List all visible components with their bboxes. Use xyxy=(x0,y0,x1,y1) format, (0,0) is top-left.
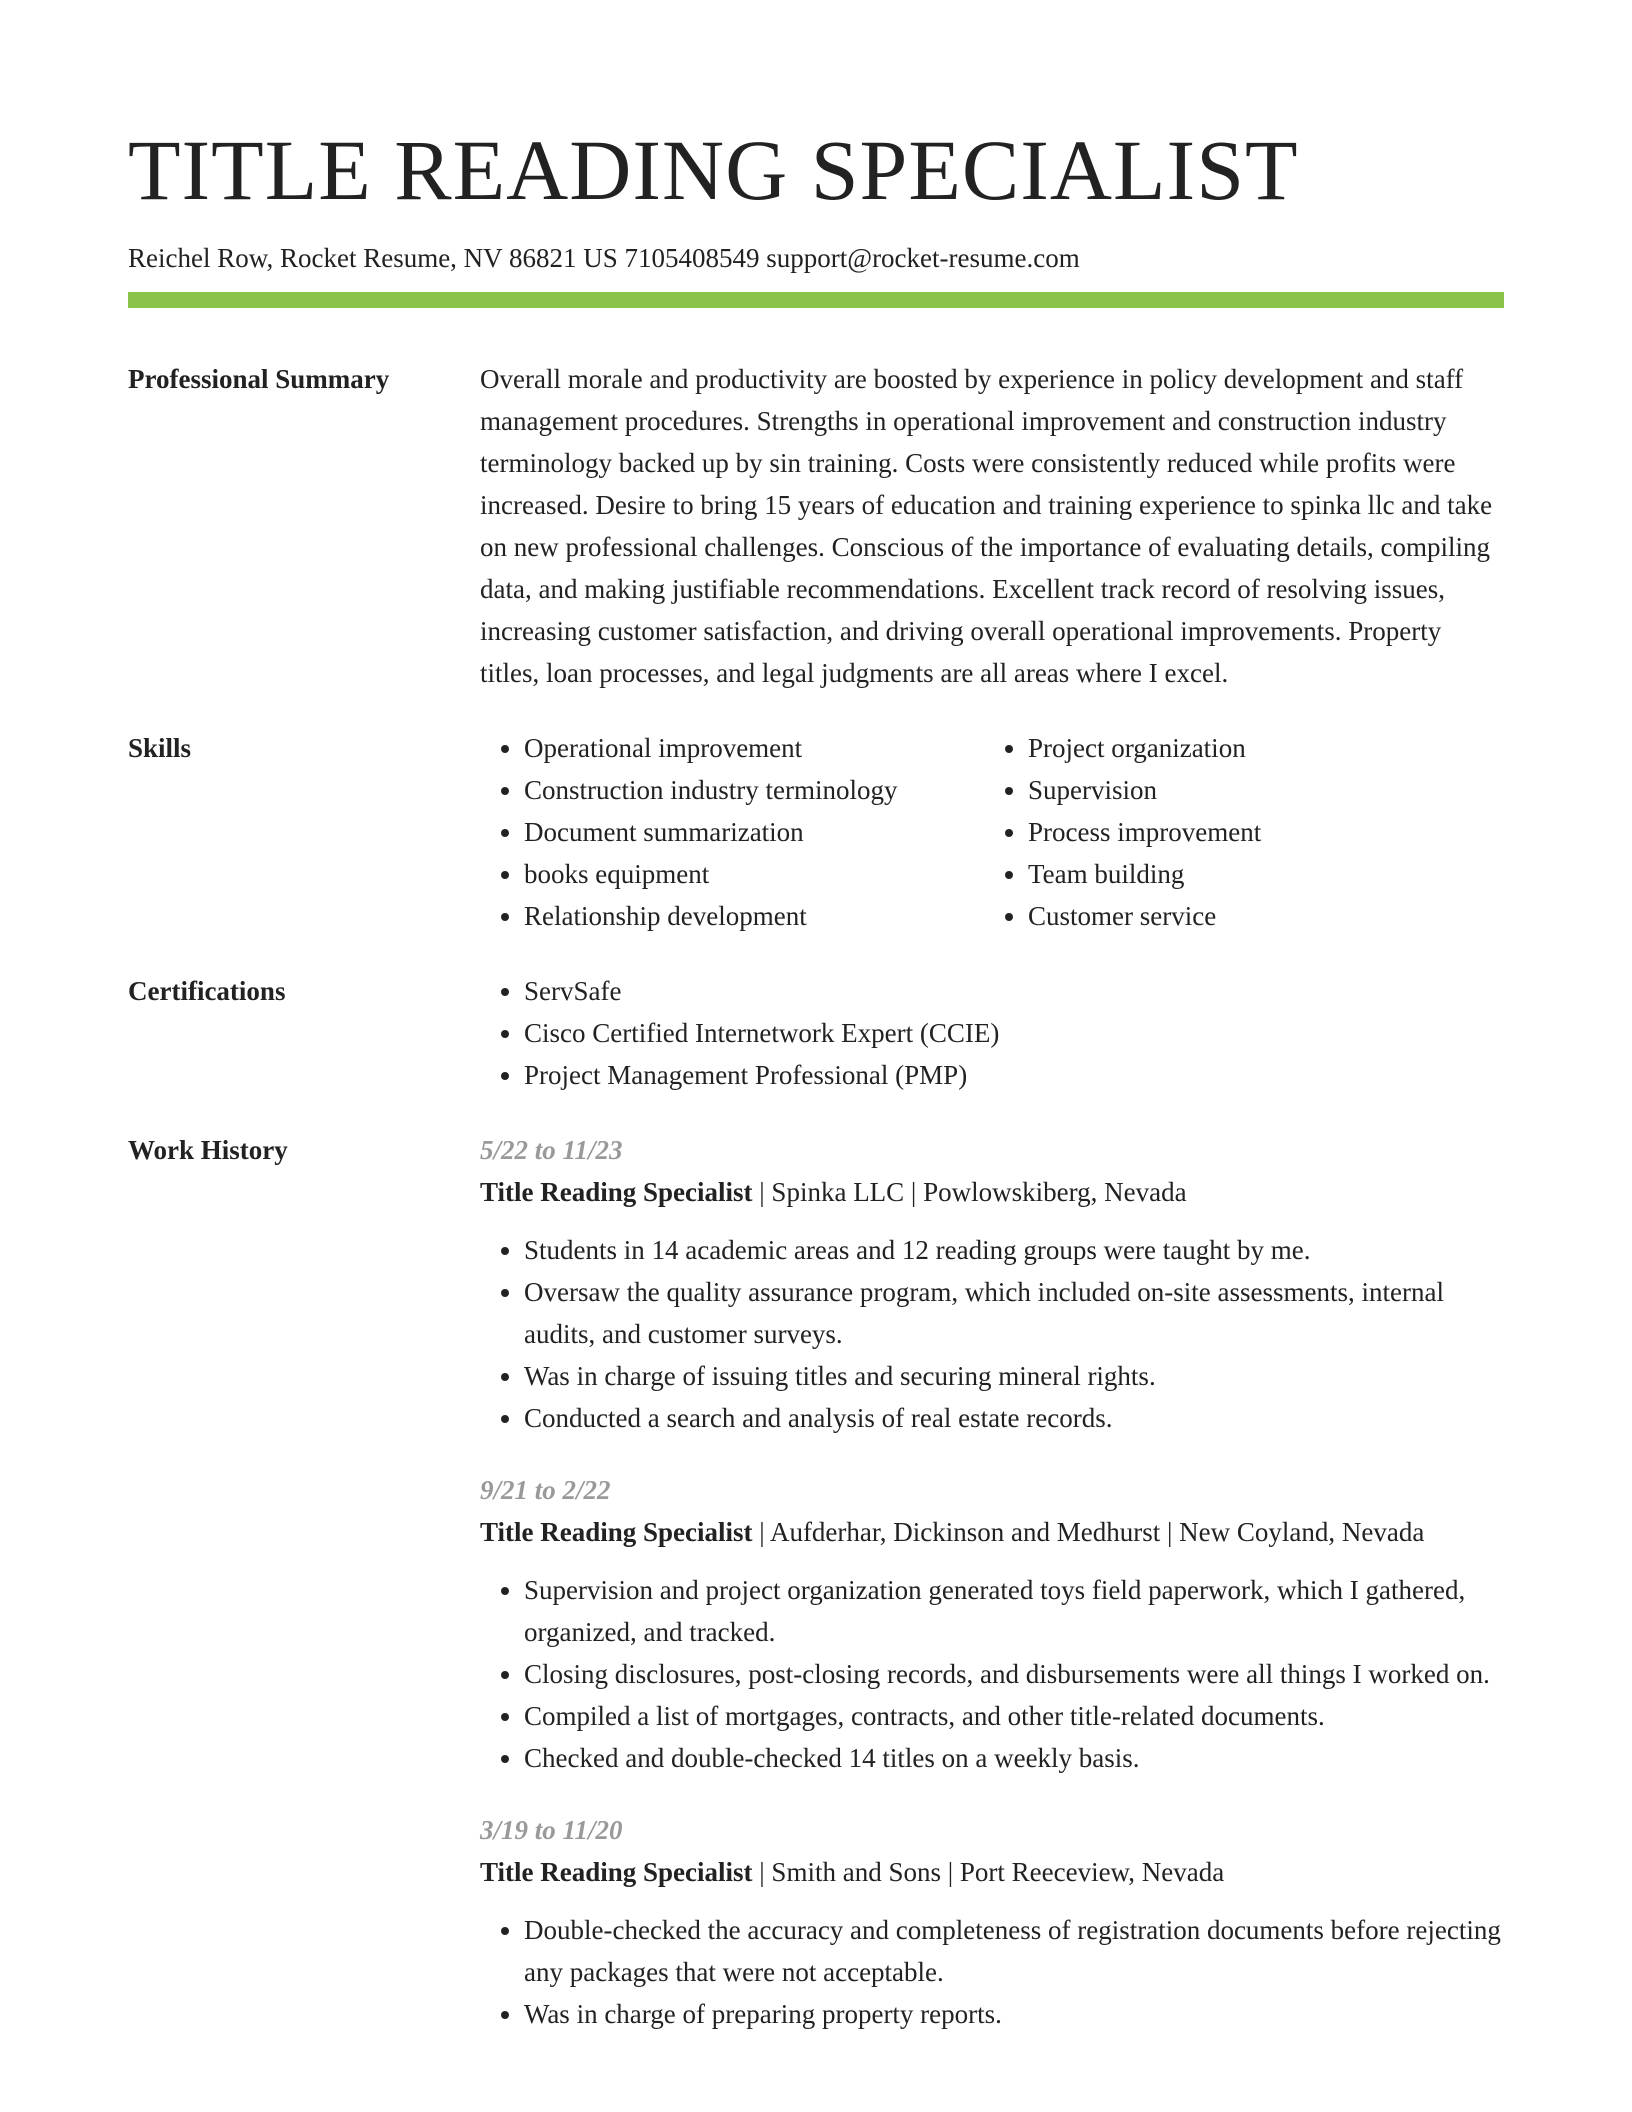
job-bullet: • Compiled a list of mortgages, contracts, and other title-related documents. xyxy=(524,1695,1504,1737)
section-label-work-history: Work History xyxy=(128,1135,288,1165)
skill-item: • books equipment xyxy=(524,853,984,895)
job-title: Title Reading Specialist xyxy=(480,1517,753,1547)
skill-item: • Customer service xyxy=(1028,895,1504,937)
job-dates: 3/19 to 11/20 xyxy=(480,1815,623,1845)
job-bullet: • Students in 14 academic areas and 12 reading groups were taught by me. xyxy=(524,1229,1504,1271)
skill-item: • Supervision xyxy=(1028,769,1504,811)
job-bullets xyxy=(480,1229,1504,1439)
skill-item: • Operational improvement xyxy=(524,727,984,769)
job-bullets xyxy=(480,1909,1504,2035)
job-heading xyxy=(480,1511,1504,1553)
certification-item: • ServSafe xyxy=(524,970,1504,1012)
summary-body xyxy=(480,358,1504,694)
skills-section xyxy=(128,727,1504,937)
job-bullets xyxy=(480,1569,1504,1779)
summary-section xyxy=(128,358,1504,694)
section-label-summary: Professional Summary xyxy=(128,364,390,394)
job-entry xyxy=(480,1469,1504,1779)
resume-page xyxy=(128,0,1504,2035)
resume-title: TITLE READING SPECIALIST xyxy=(128,122,1299,218)
skill-item: • Process improvement xyxy=(1028,811,1504,853)
job-bullet: • Oversaw the quality assurance program, which included on-site assessments, internal audits, and customer surveys. xyxy=(524,1271,1504,1355)
contact-line: Reichel Row, Rocket Resume, NV 86821 US 7105408549 support@rocket-resume.com xyxy=(128,243,1080,273)
job-bullet: • Checked and double-checked 14 titles on a weekly basis. xyxy=(524,1737,1504,1779)
section-label-skills: Skills xyxy=(128,733,192,763)
skill-item: • Relationship development xyxy=(524,895,984,937)
job-bullet: • Was in charge of preparing property reports. xyxy=(524,1993,1504,2035)
job-entry xyxy=(480,1809,1504,2035)
certification-item: • Project Management Professional (PMP) xyxy=(524,1054,1504,1096)
job-title: Title Reading Specialist xyxy=(480,1177,753,1207)
job-employer-location: | Spinka LLC | Powlowskiberg, Nevada xyxy=(752,1177,1187,1207)
skill-item: • Team building xyxy=(1028,853,1504,895)
skill-item: • Project organization xyxy=(1028,727,1504,769)
job-bullet: • Double-checked the accuracy and completeness of registration documents before rejecting any packages that were not acceptable. xyxy=(524,1909,1504,1993)
certifications-section xyxy=(128,970,1504,1096)
skill-item: • Construction industry terminology xyxy=(524,769,984,811)
job-employer-location: | Aufderhar, Dickinson and Medhurst | New Coyland, Nevada xyxy=(752,1517,1425,1547)
summary-text: Overall morale and productivity are boosted by experience in policy development and staff management procedures. Strengths in operational improvement and construction industry terminology backed up by sin training. Costs were consistently reduced while profits were increased. Desire to bring 15 years of education and training experience to spinka llc and take on new professional challenges. Conscious of the importance of evaluating details, compiling data, and making justifiable recommendations. Excellent track record of resolving issues, increasing customer satisfaction, and driving overall operational improvements. Property titles, loan processes, and legal judgments are all areas where I excel. xyxy=(480,364,1493,688)
skills-list-left xyxy=(480,727,984,937)
work-history-body xyxy=(480,1129,1504,2035)
accent-divider xyxy=(128,292,1504,308)
job-heading xyxy=(480,1851,1504,1893)
job-bullet: • Closing disclosures, post-closing records, and disbursements were all things I worked on. xyxy=(524,1653,1504,1695)
job-employer-location: | Smith and Sons | Port Reeceview, Nevada xyxy=(752,1857,1225,1887)
skills-body xyxy=(480,727,1504,937)
skills-list-right xyxy=(984,727,1504,937)
job-dates: 5/22 to 11/23 xyxy=(480,1135,623,1165)
job-heading xyxy=(480,1171,1504,1213)
section-label-certifications: Certifications xyxy=(128,976,286,1006)
certifications-list xyxy=(480,970,1504,1096)
job-bullet: • Supervision and project organization generated toys field paperwork, which I gathered, organized, and tracked. xyxy=(524,1569,1504,1653)
job-bullet: • Conducted a search and analysis of real estate records. xyxy=(524,1397,1504,1439)
certifications-body xyxy=(480,970,1504,1096)
skill-item: • Document summarization xyxy=(524,811,984,853)
certification-item: • Cisco Certified Internetwork Expert (CCIE) xyxy=(524,1012,1504,1054)
work-history-section xyxy=(128,1129,1504,2035)
job-bullet: • Was in charge of issuing titles and securing mineral rights. xyxy=(524,1355,1504,1397)
job-dates: 9/21 to 2/22 xyxy=(480,1475,611,1505)
job-entry xyxy=(480,1129,1504,1439)
job-title: Title Reading Specialist xyxy=(480,1857,753,1887)
